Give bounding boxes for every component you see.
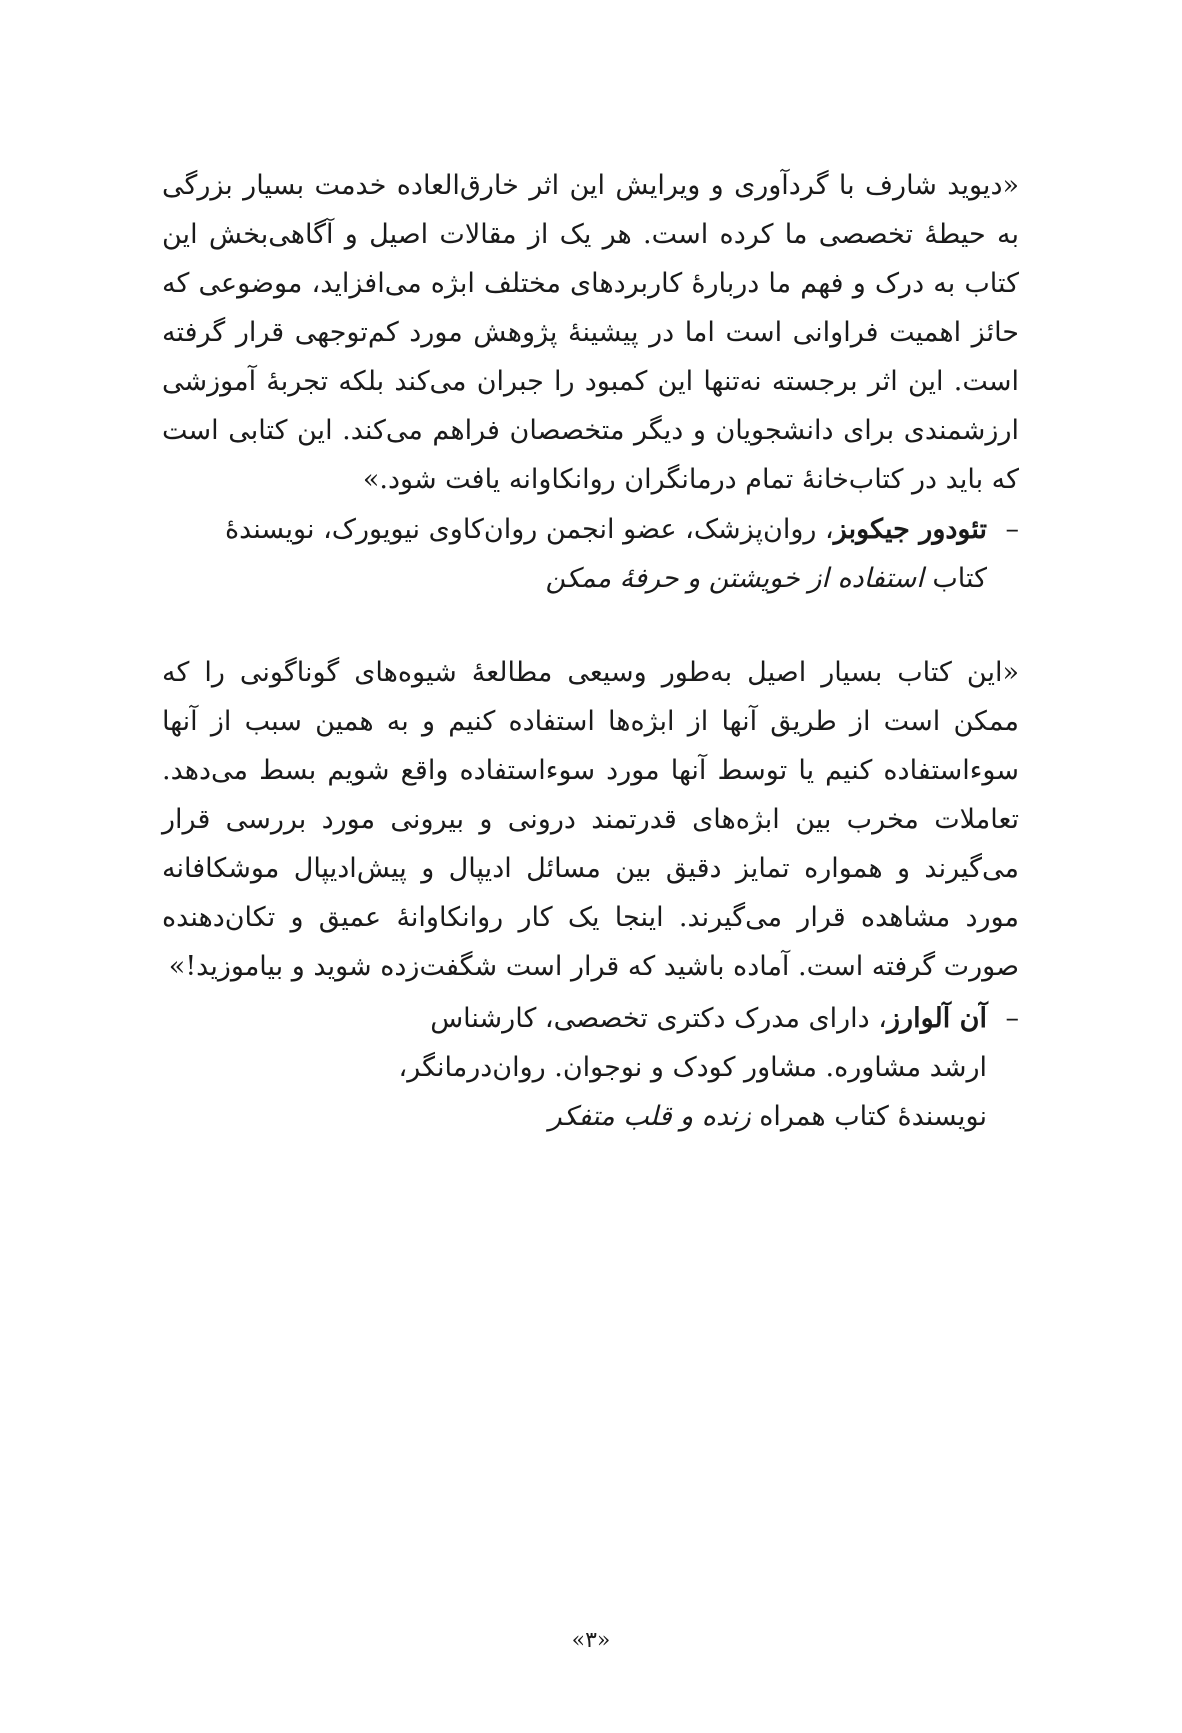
endorsement-quote-1: «دیوید شارف با گردآوری و ویرایش این اثر خارق‌العاده خدمت بسیار بزرگی به حیطهٔ تخصصی ما کرده است. هر یک از مقالات اصیل و آگاهی‌بخش این کتاب به درک و فهم ما دربارهٔ کاربردهای مختلف ابژه می‌افزاید، موضوعی که حائز اهمیت فراوانی است اما در پیشینهٔ پژوهش مورد کم‌توجهی قرار گرفته است. این اثر برجسته نه‌تنها این کمبود را جبران می‌کند بلکه تجربهٔ آموزشی ارزشمندی برای دانشجویان و دیگر متخصصان فراهم می‌کند. این کتابی است که باید در کتاب‌خانهٔ تمام درمانگران روانکاوانه یافت شود.»: [162, 170, 1019, 495]
author-name: آن آلوارز: [887, 1003, 987, 1034]
page-number: «۳»: [571, 1628, 611, 1653]
author-description: ، روان‌پزشک، عضو انجمن روان‌کاوی نیویورک، نویسندهٔ کتاب: [224, 514, 987, 594]
attribution-dash: –: [1005, 514, 1019, 545]
attribution-body: [387, 994, 987, 1141]
endorsement-attribution-2: [164, 994, 1019, 1141]
attribution-body: [225, 514, 987, 594]
book-title: زنده و قلب متفکر: [548, 1101, 751, 1132]
author-description: ، دارای مدرک دکتری تخصصی، کارشناس ارشد مشاوره. مشاور کودک و نوجوان. روان‌درمانگر، نویسندهٔ کتاب همراه: [398, 1003, 987, 1132]
book-title: استفاده از خویشتن و حرفهٔ ممکن: [545, 563, 924, 594]
endorsement-attribution-1: [164, 505, 1019, 603]
attribution-dash: –: [1005, 1003, 1019, 1034]
endorsement-quote-2: «این کتاب بسیار اصیل به‌طور وسیعی مطالعهٔ شیوه‌های گوناگونی را که ممکن است از طریق آنها از ابژه‌ها استفاده کنیم و به همین سبب از آنها سوءاستفاده کنیم یا توسط آنها مورد سوءاستفاده واقع شویم بسط می‌دهد. تعاملات مخرب بین ابژه‌های قدرتمند درونی و بیرونی مورد بررسی قرار می‌گیرند و همواره تمایز دقیق بین مسائل ادیپال و پیش‌ادیپال موشکافانه مورد مشاهده قرار می‌گیرند. اینجا یک کار روانکاوانهٔ عمیق و تکان‌دهنده صورت گرفته است. آماده باشید که قرار است شگفت‌زده شوید و بیاموزید!»: [162, 657, 1019, 982]
author-name: تئودور جیکوبز: [833, 514, 987, 545]
